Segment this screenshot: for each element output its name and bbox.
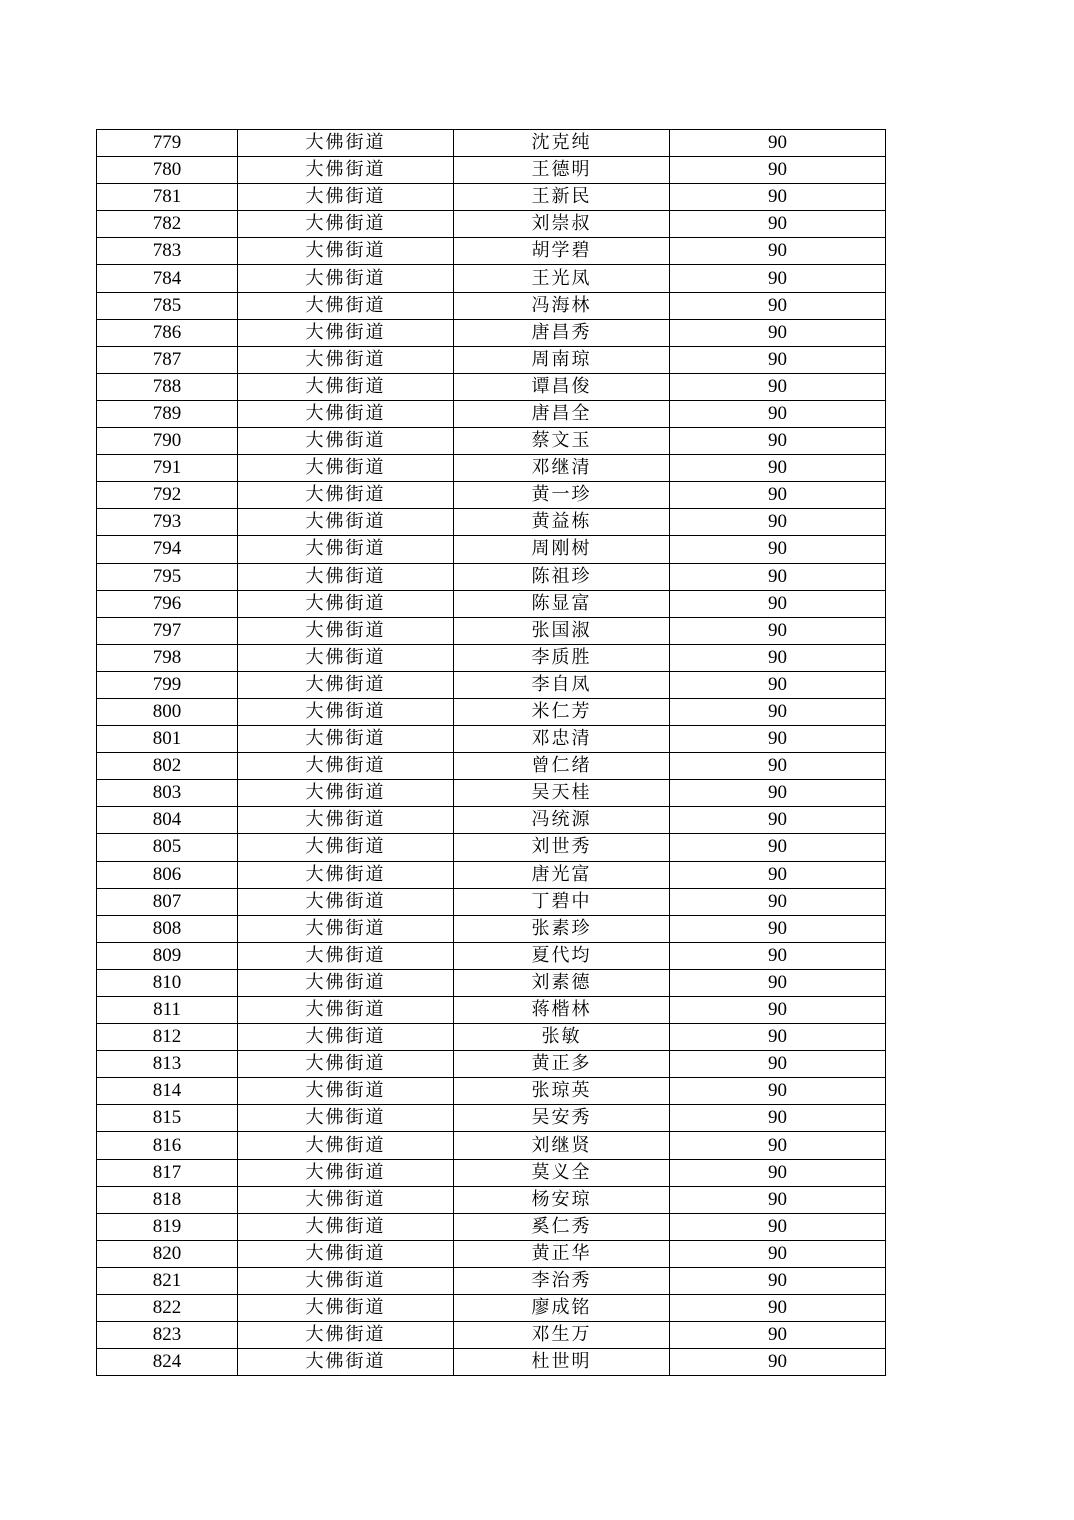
person-name-cell: 唐光富 — [454, 861, 670, 888]
row-number-cell: 801 — [97, 726, 238, 753]
value-cell: 90 — [670, 563, 886, 590]
street-cell: 大佛街道 — [238, 346, 454, 373]
row-number-cell: 797 — [97, 617, 238, 644]
person-name-cell: 丁碧中 — [454, 888, 670, 915]
table-row — [97, 482, 886, 509]
street-cell: 大佛街道 — [238, 997, 454, 1024]
table-row — [97, 888, 886, 915]
table-row — [97, 726, 886, 753]
value-cell: 90 — [670, 1051, 886, 1078]
value-cell: 90 — [670, 455, 886, 482]
row-number-cell: 784 — [97, 265, 238, 292]
person-name-cell: 杜世明 — [454, 1349, 670, 1376]
street-cell: 大佛街道 — [238, 455, 454, 482]
value-cell: 90 — [670, 969, 886, 996]
value-cell: 90 — [670, 400, 886, 427]
value-cell: 90 — [670, 1349, 886, 1376]
value-cell: 90 — [670, 1213, 886, 1240]
table-row — [97, 1051, 886, 1078]
row-number-cell: 806 — [97, 861, 238, 888]
street-cell: 大佛街道 — [238, 509, 454, 536]
street-cell: 大佛街道 — [238, 969, 454, 996]
value-cell: 90 — [670, 861, 886, 888]
row-number-cell: 788 — [97, 373, 238, 400]
table-row — [97, 671, 886, 698]
street-cell: 大佛街道 — [238, 888, 454, 915]
row-number-cell: 790 — [97, 428, 238, 455]
row-number-cell: 816 — [97, 1132, 238, 1159]
person-name-cell: 刘素德 — [454, 969, 670, 996]
street-cell: 大佛街道 — [238, 1213, 454, 1240]
street-cell: 大佛街道 — [238, 1024, 454, 1051]
value-cell: 90 — [670, 807, 886, 834]
person-name-cell: 张素珍 — [454, 915, 670, 942]
value-cell: 90 — [670, 942, 886, 969]
person-name-cell: 邓生万 — [454, 1322, 670, 1349]
person-name-cell: 蒋楷林 — [454, 997, 670, 1024]
roster-table-body — [97, 130, 886, 1376]
value-cell: 90 — [670, 211, 886, 238]
row-number-cell: 821 — [97, 1267, 238, 1294]
person-name-cell: 奚仁秀 — [454, 1213, 670, 1240]
row-number-cell: 799 — [97, 671, 238, 698]
person-name-cell: 李治秀 — [454, 1267, 670, 1294]
street-cell: 大佛街道 — [238, 915, 454, 942]
person-name-cell: 莫义全 — [454, 1159, 670, 1186]
value-cell: 90 — [670, 997, 886, 1024]
table-row — [97, 617, 886, 644]
person-name-cell: 沈克纯 — [454, 130, 670, 157]
street-cell: 大佛街道 — [238, 671, 454, 698]
row-number-cell: 780 — [97, 157, 238, 184]
street-cell: 大佛街道 — [238, 780, 454, 807]
row-number-cell: 802 — [97, 753, 238, 780]
table-row — [97, 319, 886, 346]
street-cell: 大佛街道 — [238, 1295, 454, 1322]
row-number-cell: 804 — [97, 807, 238, 834]
row-number-cell: 794 — [97, 536, 238, 563]
value-cell: 90 — [670, 238, 886, 265]
person-name-cell: 黄益栋 — [454, 509, 670, 536]
street-cell: 大佛街道 — [238, 563, 454, 590]
value-cell: 90 — [670, 536, 886, 563]
table-row — [97, 807, 886, 834]
person-name-cell: 吴安秀 — [454, 1105, 670, 1132]
table-row — [97, 753, 886, 780]
value-cell: 90 — [670, 1159, 886, 1186]
street-cell: 大佛街道 — [238, 753, 454, 780]
person-name-cell: 邓忠清 — [454, 726, 670, 753]
person-name-cell: 唐昌全 — [454, 400, 670, 427]
person-name-cell: 黄正华 — [454, 1240, 670, 1267]
row-number-cell: 800 — [97, 698, 238, 725]
street-cell: 大佛街道 — [238, 726, 454, 753]
value-cell: 90 — [670, 1295, 886, 1322]
row-number-cell: 793 — [97, 509, 238, 536]
table-row — [97, 265, 886, 292]
person-name-cell: 王德明 — [454, 157, 670, 184]
value-cell: 90 — [670, 698, 886, 725]
person-name-cell: 张敏 — [454, 1024, 670, 1051]
row-number-cell: 783 — [97, 238, 238, 265]
row-number-cell: 819 — [97, 1213, 238, 1240]
person-name-cell: 王光凤 — [454, 265, 670, 292]
street-cell: 大佛街道 — [238, 292, 454, 319]
table-row — [97, 942, 886, 969]
row-number-cell: 782 — [97, 211, 238, 238]
table-row — [97, 1024, 886, 1051]
street-cell: 大佛街道 — [238, 400, 454, 427]
value-cell: 90 — [670, 292, 886, 319]
value-cell: 90 — [670, 130, 886, 157]
table-row — [97, 130, 886, 157]
roster-table — [96, 129, 886, 1376]
row-number-cell: 811 — [97, 997, 238, 1024]
table-row — [97, 915, 886, 942]
value-cell: 90 — [670, 1322, 886, 1349]
street-cell: 大佛街道 — [238, 834, 454, 861]
value-cell: 90 — [670, 1078, 886, 1105]
value-cell: 90 — [670, 184, 886, 211]
table-row — [97, 1186, 886, 1213]
table-row — [97, 1132, 886, 1159]
person-name-cell: 米仁芳 — [454, 698, 670, 725]
street-cell: 大佛街道 — [238, 211, 454, 238]
value-cell: 90 — [670, 1024, 886, 1051]
row-number-cell: 822 — [97, 1295, 238, 1322]
value-cell: 90 — [670, 671, 886, 698]
row-number-cell: 795 — [97, 563, 238, 590]
person-name-cell: 冯统源 — [454, 807, 670, 834]
value-cell: 90 — [670, 157, 886, 184]
value-cell: 90 — [670, 1267, 886, 1294]
row-number-cell: 817 — [97, 1159, 238, 1186]
table-row — [97, 373, 886, 400]
value-cell: 90 — [670, 428, 886, 455]
person-name-cell: 胡学碧 — [454, 238, 670, 265]
table-row — [97, 1105, 886, 1132]
person-name-cell: 张国淑 — [454, 617, 670, 644]
table-row — [97, 1159, 886, 1186]
table-row — [97, 1267, 886, 1294]
row-number-cell: 787 — [97, 346, 238, 373]
table-row — [97, 861, 886, 888]
table-row — [97, 698, 886, 725]
person-name-cell: 李质胜 — [454, 644, 670, 671]
street-cell: 大佛街道 — [238, 1159, 454, 1186]
street-cell: 大佛街道 — [238, 1105, 454, 1132]
street-cell: 大佛街道 — [238, 536, 454, 563]
value-cell: 90 — [670, 319, 886, 346]
row-number-cell: 812 — [97, 1024, 238, 1051]
person-name-cell: 唐昌秀 — [454, 319, 670, 346]
table-row — [97, 1078, 886, 1105]
table-row — [97, 509, 886, 536]
value-cell: 90 — [670, 617, 886, 644]
row-number-cell: 791 — [97, 455, 238, 482]
row-number-cell: 798 — [97, 644, 238, 671]
street-cell: 大佛街道 — [238, 265, 454, 292]
street-cell: 大佛街道 — [238, 1051, 454, 1078]
value-cell: 90 — [670, 780, 886, 807]
street-cell: 大佛街道 — [238, 861, 454, 888]
table-row — [97, 834, 886, 861]
person-name-cell: 张琼英 — [454, 1078, 670, 1105]
street-cell: 大佛街道 — [238, 184, 454, 211]
row-number-cell: 820 — [97, 1240, 238, 1267]
table-row — [97, 184, 886, 211]
street-cell: 大佛街道 — [238, 373, 454, 400]
person-name-cell: 陈祖珍 — [454, 563, 670, 590]
row-number-cell: 803 — [97, 780, 238, 807]
table-row — [97, 969, 886, 996]
row-number-cell: 818 — [97, 1186, 238, 1213]
row-number-cell: 785 — [97, 292, 238, 319]
person-name-cell: 夏代均 — [454, 942, 670, 969]
person-name-cell: 黄一珍 — [454, 482, 670, 509]
street-cell: 大佛街道 — [238, 590, 454, 617]
table-row — [97, 1295, 886, 1322]
street-cell: 大佛街道 — [238, 238, 454, 265]
street-cell: 大佛街道 — [238, 1322, 454, 1349]
table-row — [97, 536, 886, 563]
row-number-cell: 810 — [97, 969, 238, 996]
value-cell: 90 — [670, 726, 886, 753]
person-name-cell: 谭昌俊 — [454, 373, 670, 400]
row-number-cell: 781 — [97, 184, 238, 211]
street-cell: 大佛街道 — [238, 428, 454, 455]
person-name-cell: 刘继贤 — [454, 1132, 670, 1159]
street-cell: 大佛街道 — [238, 807, 454, 834]
table-row — [97, 428, 886, 455]
table-row — [97, 997, 886, 1024]
street-cell: 大佛街道 — [238, 1132, 454, 1159]
row-number-cell: 792 — [97, 482, 238, 509]
table-row — [97, 211, 886, 238]
person-name-cell: 王新民 — [454, 184, 670, 211]
person-name-cell: 周南琼 — [454, 346, 670, 373]
row-number-cell: 813 — [97, 1051, 238, 1078]
street-cell: 大佛街道 — [238, 157, 454, 184]
value-cell: 90 — [670, 834, 886, 861]
street-cell: 大佛街道 — [238, 1349, 454, 1376]
table-row — [97, 1240, 886, 1267]
street-cell: 大佛街道 — [238, 1186, 454, 1213]
row-number-cell: 814 — [97, 1078, 238, 1105]
row-number-cell: 796 — [97, 590, 238, 617]
table-row — [97, 780, 886, 807]
value-cell: 90 — [670, 1132, 886, 1159]
table-row — [97, 1349, 886, 1376]
person-name-cell: 杨安琼 — [454, 1186, 670, 1213]
value-cell: 90 — [670, 915, 886, 942]
row-number-cell: 815 — [97, 1105, 238, 1132]
street-cell: 大佛街道 — [238, 942, 454, 969]
value-cell: 90 — [670, 346, 886, 373]
row-number-cell: 824 — [97, 1349, 238, 1376]
person-name-cell: 刘世秀 — [454, 834, 670, 861]
row-number-cell: 808 — [97, 915, 238, 942]
street-cell: 大佛街道 — [238, 130, 454, 157]
person-name-cell: 邓继清 — [454, 455, 670, 482]
value-cell: 90 — [670, 1186, 886, 1213]
street-cell: 大佛街道 — [238, 644, 454, 671]
street-cell: 大佛街道 — [238, 1267, 454, 1294]
table-row — [97, 1213, 886, 1240]
person-name-cell: 刘崇叔 — [454, 211, 670, 238]
value-cell: 90 — [670, 1105, 886, 1132]
value-cell: 90 — [670, 265, 886, 292]
value-cell: 90 — [670, 644, 886, 671]
row-number-cell: 805 — [97, 834, 238, 861]
value-cell: 90 — [670, 509, 886, 536]
person-name-cell: 冯海林 — [454, 292, 670, 319]
street-cell: 大佛街道 — [238, 1240, 454, 1267]
value-cell: 90 — [670, 1240, 886, 1267]
row-number-cell: 823 — [97, 1322, 238, 1349]
table-row — [97, 590, 886, 617]
person-name-cell: 曾仁绪 — [454, 753, 670, 780]
person-name-cell: 蔡文玉 — [454, 428, 670, 455]
row-number-cell: 786 — [97, 319, 238, 346]
person-name-cell: 吴天桂 — [454, 780, 670, 807]
street-cell: 大佛街道 — [238, 698, 454, 725]
table-row — [97, 563, 886, 590]
table-row — [97, 1322, 886, 1349]
value-cell: 90 — [670, 373, 886, 400]
row-number-cell: 789 — [97, 400, 238, 427]
street-cell: 大佛街道 — [238, 1078, 454, 1105]
table-row — [97, 238, 886, 265]
table-row — [97, 455, 886, 482]
person-name-cell: 黄正多 — [454, 1051, 670, 1078]
table-row — [97, 157, 886, 184]
value-cell: 90 — [670, 590, 886, 617]
row-number-cell: 779 — [97, 130, 238, 157]
table-row — [97, 346, 886, 373]
row-number-cell: 807 — [97, 888, 238, 915]
row-number-cell: 809 — [97, 942, 238, 969]
street-cell: 大佛街道 — [238, 319, 454, 346]
value-cell: 90 — [670, 888, 886, 915]
street-cell: 大佛街道 — [238, 617, 454, 644]
table-row — [97, 644, 886, 671]
person-name-cell: 廖成铭 — [454, 1295, 670, 1322]
roster-table-container — [96, 129, 886, 1376]
person-name-cell: 李自凤 — [454, 671, 670, 698]
table-row — [97, 292, 886, 319]
person-name-cell: 陈显富 — [454, 590, 670, 617]
value-cell: 90 — [670, 482, 886, 509]
value-cell: 90 — [670, 753, 886, 780]
street-cell: 大佛街道 — [238, 482, 454, 509]
table-row — [97, 400, 886, 427]
person-name-cell: 周刚树 — [454, 536, 670, 563]
